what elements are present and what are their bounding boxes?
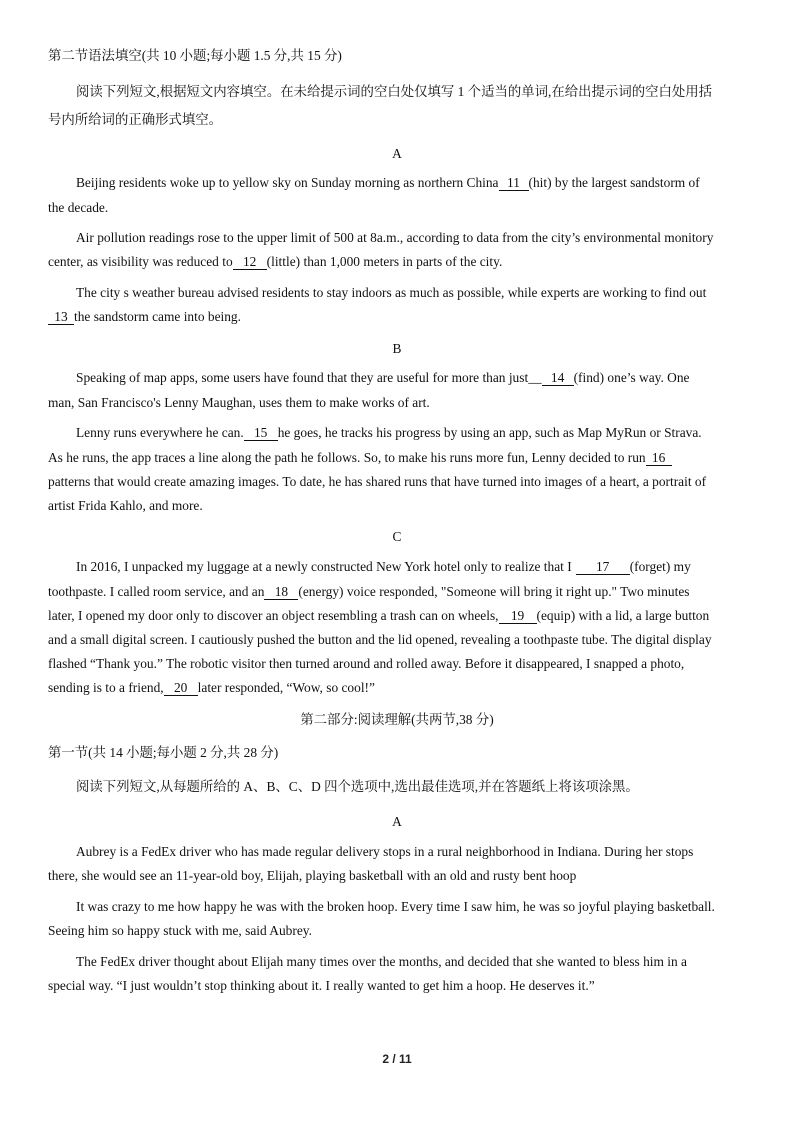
reading-label-a: A [392, 814, 402, 829]
reading-a-line: The FedEx driver thought about Elijah many times over the months, and decided that she wanted to bless him in a [76, 954, 687, 969]
passage-b-line: Lenny runs everywhere he can. 15 he goes, he tracks his progress by using an app, such as Map MyRun or Strava. [76, 425, 702, 440]
section-one-instruction: 阅读下列短文,从每题所给的 A、B、C、D 四个选项中,选出最佳选项,并在答题纸上将该项涂黑。 [76, 779, 639, 794]
passage-c-line: In 2016, I unpacked my luggage at a newly constructed New York hotel only to realize that I 17 (forget) my [76, 559, 691, 574]
passage-b-line: As he runs, the app traces a line along the path he follows. So, to make his runs more fun, Lenny decided to run 16 [48, 449, 672, 467]
blank-11: 11 [499, 176, 529, 191]
blank-17: 17 [576, 560, 630, 575]
reading-a-line: special way. “I just wouldn’t stop thinking about it. I really wanted to get him a hoop. He deserves it.” [48, 978, 595, 993]
passage-b-line: patterns that would create amazing images. To date, he has shared runs that have turned into images of a heart, a portrait of [48, 474, 707, 489]
passage-a-line: The city s weather bureau advised residents to stay indoors as much as possible, while experts are working to find out [76, 285, 707, 300]
blank-20: 20 [164, 681, 198, 696]
passage-b-line: man, San Francisco's Lenny Maughan, uses them to make works of art. [48, 395, 430, 410]
passage-label-b: B [392, 341, 402, 356]
passage-c-line: sending is to a friend, 20 later responded, “Wow, so cool!” [48, 680, 375, 695]
instruction-line-1: 阅读下列短文,根据短文内容填空。在未给提示词的空白处仅填写 1 个适当的单词,在给出提示词的空白处用括 [76, 84, 713, 99]
passage-a-line: center, as visibility was reduced to 12 (little) than 1,000 meters in parts of the city. [48, 254, 503, 269]
passage-c-line: toothpaste. I called room service, and an 18 (energy) voice responded, "Someone will bring it right up." Two minutes [48, 584, 690, 599]
passage-a-line: the decade. [48, 200, 109, 215]
passage-label-a: A [392, 146, 402, 161]
blank-14: 14 [542, 371, 574, 386]
passage-a-line: 13 the sandstorm came into being. [48, 308, 241, 326]
blank-18: 18 [264, 585, 298, 600]
reading-a-line: Aubrey is a FedEx driver who has made regular delivery stops in a rural neighborhood in Indiana. During her stops [76, 844, 694, 859]
passage-a-line: Beijing residents woke up to yellow sky on Sunday morning as northern China 11 (hit) by the largest sandstorm of [76, 175, 700, 190]
blank-19: 19 [499, 609, 537, 624]
passage-c-line: later, I opened my door only to discover an object resembling a trash can on wheels, 19 (equip) with a lid, a large button [48, 608, 710, 623]
section-header: 第二节语法填空(共 10 小题;每小题 1.5 分,共 15 分) [48, 48, 342, 63]
reading-a-line: there, she would see an 11-year-old boy, Elijah, playing basketball with an old and rusty bent hoop [48, 868, 577, 883]
passage-c-line: flashed “Thank you.” The robotic visitor then turned around and rolled away. Before it disappeared, I snapped a photo, [48, 656, 685, 671]
passage-c-line: and a small digital screen. I cautiously pushed the button and the lid opened, revealing a toothpaste tube. The digital display [48, 632, 712, 647]
blank-13: 13 [48, 310, 74, 325]
part-two-title: 第二部分:阅读理解(共两节,38 分) [300, 712, 494, 727]
section-one-header: 第一节(共 14 小题;每小题 2 分,共 28 分) [48, 745, 279, 760]
passage-label-c: C [392, 529, 402, 544]
blank-12: 12 [233, 255, 267, 270]
page-number: 2 / 11 [382, 1052, 412, 1066]
reading-a-line: Seeing him so happy stuck with me, said Aubrey. [48, 923, 312, 938]
passage-a-line: Air pollution readings rose to the upper limit of 500 at 8a.m., according to data from the city’s environmental monitory [76, 230, 714, 245]
reading-a-line: It was crazy to me how happy he was with the broken hoop. Every time I saw him, he was so joyful playing basketball. [76, 899, 715, 914]
blank-16: 16 [646, 451, 672, 466]
passage-b-line: artist Frida Kahlo, and more. [48, 498, 203, 513]
instruction-line-2: 号内所给词的正确形式填空。 [48, 112, 223, 127]
blank-15: 15 [244, 426, 278, 441]
passage-b-line: Speaking of map apps, some users have found that they are useful for more than just__ 14 (find) one’s way. One [76, 370, 690, 385]
